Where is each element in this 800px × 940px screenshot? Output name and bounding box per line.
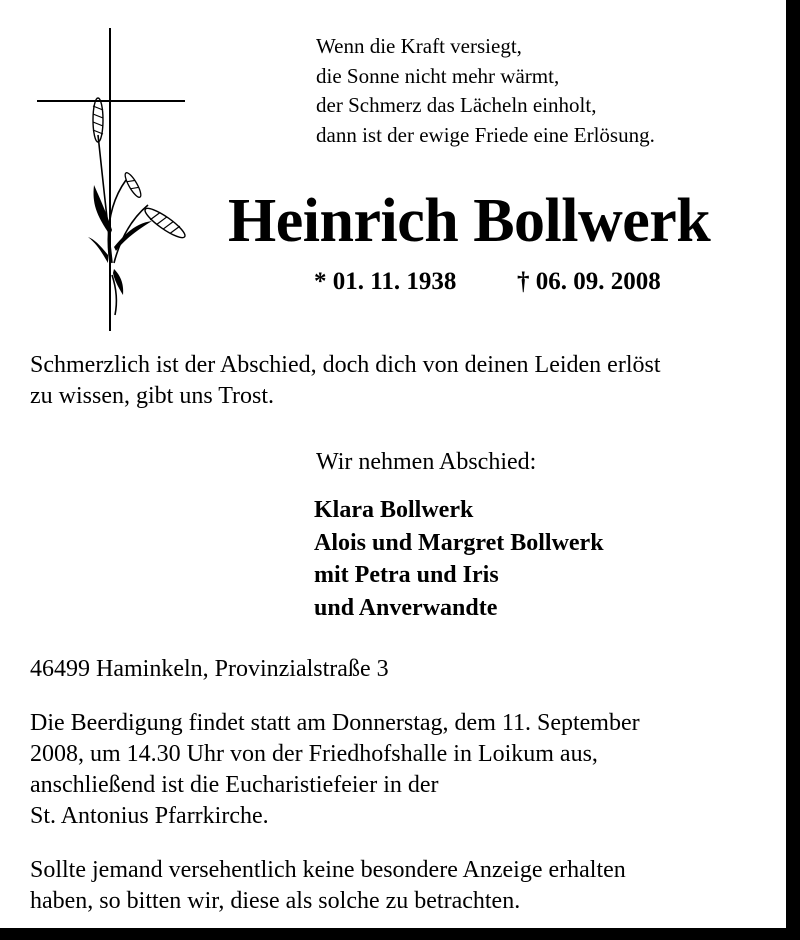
death-date: † 06. 09. 2008 [517, 268, 661, 295]
notice-line: Sollte jemand versehentlich keine besondere Anzeige erhalten [30, 857, 626, 883]
verse [316, 32, 655, 150]
funeral-line: 2008, um 14.30 Uhr von der Friedhofshalle in Loikum aus, [30, 741, 598, 767]
notice-line: haben, so bitten wir, diese als solche zu betrachten. [30, 888, 521, 914]
mourner: mit Petra und Iris [314, 562, 499, 588]
comfort-line: Schmerzlich ist der Abschied, doch dich von deinen Leiden erlöst [30, 352, 661, 378]
verse-line: dann ist der ewige Friede eine Erlösung. [316, 122, 655, 147]
mourner: Klara Bollwerk [314, 497, 474, 523]
funeral-details [30, 708, 640, 832]
mourner: und Anverwandte [314, 594, 498, 621]
cross-with-wheat-icon [30, 25, 200, 335]
comfort-text [30, 350, 775, 412]
comfort-line: zu wissen, gibt uns Trost. [30, 383, 275, 409]
funeral-line: St. Antonius Pfarrkirche. [30, 803, 269, 829]
notice-text [30, 855, 626, 917]
deceased-name: Heinrich Bollwerk [228, 187, 711, 255]
funeral-line: anschließend ist die Eucharistiefeier in der [30, 772, 439, 798]
funeral-line: Die Beerdigung findet statt am Donnerstag, dem 11. September [30, 710, 640, 736]
verse-line: der Schmerz das Lächeln einholt, [316, 93, 597, 117]
mourners-list [314, 494, 604, 624]
mourner: Alois und Margret Bollwerk [314, 529, 604, 556]
verse-line: die Sonne nicht mehr wärmt, [316, 63, 560, 88]
address: 46499 Haminkeln, Provinzialstraße 3 [30, 656, 389, 682]
farewell-label: Wir nehmen Abschied: [316, 449, 537, 475]
birth-date: * 01. 11. 1938 [314, 268, 457, 295]
verse-line: Wenn die Kraft versiegt, [316, 34, 522, 58]
